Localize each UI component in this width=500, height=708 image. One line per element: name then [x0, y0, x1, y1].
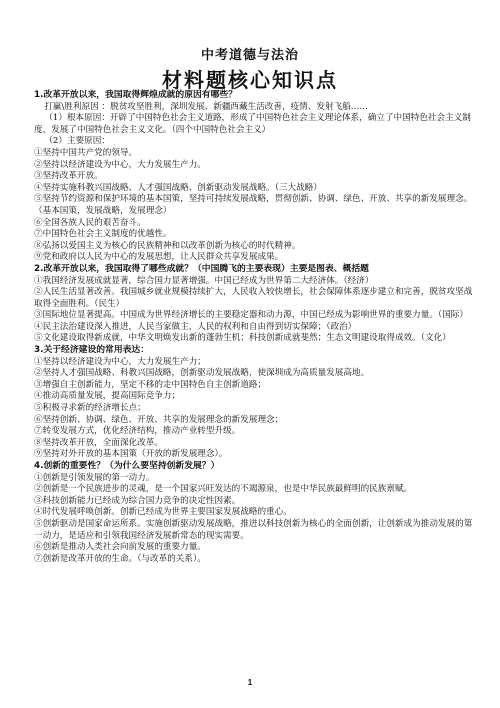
section-heading: 2.改革开放以来，我国取得了哪些成就？（中国腾飞的主要表现）主要是图表、概括题: [34, 263, 369, 274]
list-item: ⑦创新是改革开放的生命。（与改革的关系）。: [34, 553, 206, 564]
list-item: ④时代发展呼唤创新。创新已经成为世界主要国家发展战略的重心。: [34, 507, 292, 518]
list-item: ③增强自主创新能力，坚定不移的走中国特色自主创新道路；: [34, 379, 267, 390]
subject-heading: 中考道德与法治: [200, 48, 299, 63]
page-number: 1: [247, 678, 253, 687]
list-item: ⑨坚持对外开放的基本国策（开放的新发展理念）。: [34, 449, 228, 460]
list-item: ③科技创新能力已经成为综合国力竞争的决定性因素。: [34, 495, 241, 506]
list-item: 打赢\胜利原因 ：脱贫攻坚胜利，深圳发展、新疆西藏生活改善，疫情、发射飞船……: [44, 101, 368, 112]
list-item: （1）根本原因：开辟了中国特色社会主义道路，形成了中国特色社会主义理论体系，确立了中国特色社会主义制度，发展了中国特色社会主义文化。（四个中国特色社会主义）: [34, 113, 471, 135]
list-item: ⑤文化建设取得新成就，中华文明焕发出新的蓬勃生机；科技创新成就斐然；生态文明建设取得成效。（文化）: [34, 333, 451, 344]
list-item: ④推动高质量发展，提高国际竞争力；: [34, 391, 181, 402]
page-title: 材料题核心知识点: [162, 68, 338, 92]
list-item: ⑥坚持创新、协调、绿色、开放、共享的发展理念的新发展理念；: [34, 414, 284, 425]
section-heading: 1.改革开放以来，我国取得辉煌成就的原因有哪些？: [34, 90, 237, 100]
list-item: ②人民生活显著改善。我国城乡就业规模持续扩大，人民收入较快增长，社会保障体系逐步建立和完善，脱贫攻坚战取得全面胜利。（民生）: [34, 287, 473, 309]
list-item: ⑤积极寻求新的经济增长点；: [34, 403, 146, 414]
list-item: ⑤创新驱动是国家命运所系。实施创新驱动发展战略，推进以科技创新为核心的全面创新，让创新成为推动发展的第一动力，是适应和引领我国经济发展新常态的现实需要。: [34, 518, 473, 541]
list-item: ①坚持以经济建设为中心，大力发展生产力；: [34, 356, 206, 367]
list-item: ③坚持改革开放。: [34, 171, 103, 182]
section-3: [34, 345, 474, 461]
section-2: [34, 264, 474, 345]
list-item: ⑥全国各族人民的艰苦奋斗。: [34, 217, 146, 228]
list-item: ④民主法治建设深入推进，人民当家做主，人民的权利和自由得到切实保障；（政治）: [34, 321, 357, 332]
list-item: ②坚持以经济建设为中心，大力发展生产力。: [34, 159, 206, 170]
list-item: ⑨党和政府以人民为中心的发展思想，让人民群众共享发展成果。: [34, 252, 284, 263]
document-body: [34, 90, 474, 565]
list-item: ⑥创新是推动人类社会向前发展的重要力量。: [34, 542, 206, 553]
list-item: ⑦转变发展方式，优化经济结构，推动产业转型升级。: [34, 426, 241, 437]
section-4: [34, 461, 474, 565]
list-item: ③国际地位显著提高。中国成为世界经济增长的主要稳定器和动力源，中国已经成为影响世界的重要力量。（国际）: [34, 310, 468, 321]
section-heading: 4.创新的重要性？（为什么要坚持创新发展？）: [34, 461, 220, 471]
list-item: ⑧弘扬以爱国主义为核心的民族精神和以改革创新为核心的时代精神。: [34, 240, 301, 251]
list-item: ②坚持人才强国战略、科教兴国战略，创新驱动发展战略，使深圳成为高质量发展高地。: [34, 368, 370, 379]
list-item: ②创新是一个民族进步的灵魂，是一个国家兴旺发达的不竭源泉，也是中华民族最鲜明的民族禀赋。: [34, 484, 413, 495]
list-item: ⑧坚持改革开放，全面深化改革。: [34, 437, 163, 448]
section-heading: 3.关于经济建设的常用表达：: [34, 345, 150, 356]
list-item: （2）主要原因：: [44, 136, 110, 147]
list-item: ①我国经济发展成就显著，综合国力显著增强。中国已经成为世界第二大经济体。（经济）: [34, 275, 374, 286]
list-item: ⑤坚持节约资源和保护环境的基本国策，坚持可持续发展战略，贯彻创新、协调、绿色、开放、共享的新发展理念。（基本国策，发展战略，发展理念）: [34, 194, 473, 216]
list-item: ⑦中国特色社会主义制度的优越性。: [34, 229, 172, 240]
list-item: ①创新是引领发展的第一动力。: [34, 472, 155, 483]
list-item: ④坚持实施科教兴国战略、人才强国战略、创新驱动发展战略。（三大战略）: [34, 182, 322, 193]
list-item: ①坚持中国共产党的领导。: [34, 147, 138, 158]
section-1: [34, 90, 474, 264]
